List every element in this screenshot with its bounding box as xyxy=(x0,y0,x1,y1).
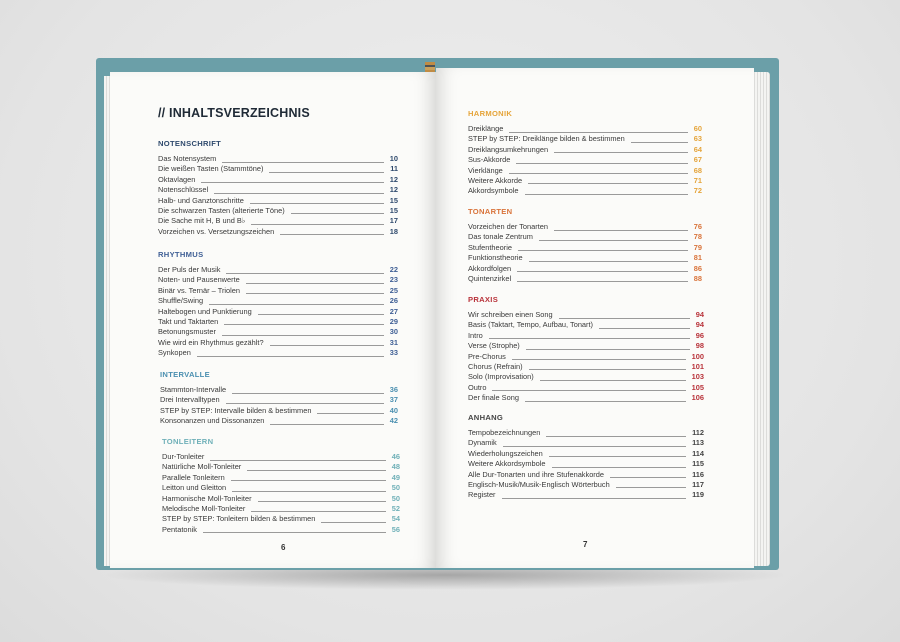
entry-title: Melodische Moll-Tonleiter xyxy=(162,503,246,513)
toc-entry xyxy=(160,406,398,416)
leader-line xyxy=(599,328,690,329)
toc-entry xyxy=(158,185,398,195)
leader-line xyxy=(540,380,686,381)
toc-entry xyxy=(468,372,704,382)
leader-line xyxy=(209,304,384,305)
leader-line xyxy=(214,193,384,194)
entry-title: Drei Intervalltypen xyxy=(160,395,220,405)
entry-title: Takt und Taktarten xyxy=(158,316,219,326)
leader-line xyxy=(509,173,688,174)
entry-title: Weitere Akkorde xyxy=(468,175,523,185)
entry-page-number: 88 xyxy=(693,273,702,283)
leader-line xyxy=(512,359,686,360)
entry-page-number: 12 xyxy=(389,174,398,184)
leader-line xyxy=(247,470,386,471)
entry-title: Dreiklänge xyxy=(468,124,504,133)
entry-title: Verse (Strophe) xyxy=(468,341,520,351)
entry-page-number: 94 xyxy=(695,310,704,319)
toc-entry xyxy=(162,525,400,535)
entry-page-number: 71 xyxy=(693,175,702,185)
entry-title: Alle Dur-Tonarten und ihre Stufenakkorde xyxy=(468,469,604,479)
leader-line xyxy=(610,477,686,478)
entry-page-number: 105 xyxy=(691,382,704,392)
leader-line xyxy=(210,460,386,461)
entry-title: Das tonale Zentrum xyxy=(468,232,533,242)
entry-page-number: 79 xyxy=(693,242,702,252)
leader-line xyxy=(616,487,686,488)
leader-line xyxy=(203,532,386,533)
entry-page-number: 10 xyxy=(389,154,398,163)
entry-page-number: 22 xyxy=(389,265,398,274)
entry-page-number: 78 xyxy=(693,232,702,242)
entry-title: Stammton-Intervalle xyxy=(160,385,227,394)
section-heading: HARMONIK xyxy=(468,109,513,118)
leader-line xyxy=(518,250,688,251)
leader-line xyxy=(549,456,686,457)
entry-title: Quintenzirkel xyxy=(468,273,512,283)
entry-page-number: 94 xyxy=(695,320,704,330)
entry-title: Die Sache mit H, B und B♭ xyxy=(158,216,246,226)
toc-entry xyxy=(468,459,704,469)
entry-page-number: 67 xyxy=(693,155,702,165)
entry-page-number: 50 xyxy=(391,483,400,493)
entry-page-number: 64 xyxy=(693,144,702,154)
entry-title: Stufentheorie xyxy=(468,242,512,252)
entry-title: Wir schreiben einen Song xyxy=(468,310,553,319)
entry-title: Der Puls der Musik xyxy=(158,265,221,274)
entry-title: Englisch-Musik/Musik-Englisch Wörterbuch xyxy=(468,479,610,489)
toc-entry xyxy=(162,514,400,524)
entry-title: Haltebogen und Punktierung xyxy=(158,306,252,316)
section-heading: ANHANG xyxy=(468,413,504,422)
leader-line xyxy=(525,194,688,195)
toc-entry xyxy=(158,307,398,317)
leader-line xyxy=(631,142,688,143)
section-heading: TONARTEN xyxy=(468,207,513,216)
toc-section-tonleitern xyxy=(162,437,400,535)
leader-line xyxy=(270,345,384,346)
leader-line xyxy=(231,480,386,481)
toc-entry xyxy=(162,504,400,514)
entry-page-number: 60 xyxy=(693,124,702,133)
entry-title: Harmonische Moll-Tonleiter xyxy=(162,493,252,503)
entry-title: Oktavlagen xyxy=(158,174,196,184)
toc-entry xyxy=(468,232,702,242)
entry-title: Funktionstheorie xyxy=(468,253,523,263)
leader-line xyxy=(321,522,386,523)
entry-page-number: 17 xyxy=(389,216,398,226)
entry-page-number: 117 xyxy=(692,479,704,489)
entry-page-number: 49 xyxy=(391,472,400,482)
toc-entry xyxy=(468,428,704,438)
toc-entry xyxy=(158,216,398,226)
toc-entry xyxy=(468,320,704,330)
section-heading: INTERVALLE xyxy=(160,370,210,379)
toc-entry xyxy=(468,438,704,448)
leader-line xyxy=(552,467,686,468)
entry-title: Register xyxy=(468,490,496,500)
page-title: // INHALTSVERZEICHNIS xyxy=(158,106,310,120)
entry-title: Pre-Chorus xyxy=(468,351,506,361)
leader-line xyxy=(517,281,688,282)
entry-title: Die schwarzen Tasten (alterierte Töne) xyxy=(158,205,285,215)
toc-entry xyxy=(468,449,704,459)
leader-line xyxy=(291,213,384,214)
entry-title: Solo (Improvisation) xyxy=(468,372,534,382)
leader-line xyxy=(197,356,384,357)
leader-line xyxy=(258,501,386,502)
entry-title: Outro xyxy=(468,382,487,392)
leader-line xyxy=(516,163,688,164)
entry-title: STEP by STEP: Tonleitern bilden & bestimmen xyxy=(162,514,316,524)
entry-title: Halb- und Ganztonschritte xyxy=(158,195,244,205)
entry-page-number: 76 xyxy=(693,222,702,231)
entry-title: Wiederholungszeichen xyxy=(468,448,543,458)
entry-page-number: 98 xyxy=(695,341,704,351)
toc-entry xyxy=(468,331,704,341)
entry-page-number: 54 xyxy=(391,514,400,524)
toc-entry xyxy=(160,395,398,405)
entry-page-number: 119 xyxy=(692,490,704,500)
leader-line xyxy=(269,172,384,173)
toc-entry xyxy=(158,154,398,164)
toc-entry xyxy=(468,480,704,490)
leader-line xyxy=(232,393,384,394)
section-heading: PRAXIS xyxy=(468,295,499,304)
entry-title: Akkordfolgen xyxy=(468,263,512,273)
toc-entry xyxy=(158,286,398,296)
leader-line xyxy=(528,183,688,184)
section-heading: TONLEITERN xyxy=(162,437,214,446)
toc-entry xyxy=(158,196,398,206)
toc-entry xyxy=(468,134,702,144)
entry-title: Das Notensystem xyxy=(158,154,217,163)
leader-line xyxy=(222,335,384,336)
entry-page-number: 103 xyxy=(691,372,704,382)
leader-line xyxy=(201,182,384,183)
toc-entry xyxy=(468,341,704,351)
toc-entry xyxy=(468,222,702,232)
leader-line xyxy=(246,283,384,284)
leader-line xyxy=(222,162,384,163)
entry-title: Pentatonik xyxy=(162,524,197,534)
entry-title: Dur-Tonleiter xyxy=(162,452,205,461)
entry-page-number: 46 xyxy=(391,452,400,461)
entry-page-number: 23 xyxy=(389,275,398,285)
entry-page-number: 101 xyxy=(691,361,704,371)
leader-line xyxy=(559,318,690,319)
right-page-edges xyxy=(752,72,770,566)
leader-line xyxy=(539,240,688,241)
entry-page-number: 48 xyxy=(391,462,400,472)
toc-entry xyxy=(468,362,704,372)
toc-section-intervalle xyxy=(160,370,398,427)
leader-line xyxy=(317,413,384,414)
entry-page-number: 29 xyxy=(389,316,398,326)
entry-page-number: 37 xyxy=(389,395,398,405)
entry-title: Dynamik xyxy=(468,438,497,448)
entry-page-number: 33 xyxy=(389,348,398,358)
entry-title: Natürliche Moll-Tonleiter xyxy=(162,462,242,472)
leader-line xyxy=(554,152,688,153)
toc-entry xyxy=(158,348,398,358)
entry-title: Notenschlüssel xyxy=(158,185,209,195)
entry-title: STEP by STEP: Intervalle bilden & bestimmen xyxy=(160,405,312,415)
toc-entry xyxy=(158,227,398,237)
entry-page-number: 30 xyxy=(389,327,398,337)
toc-entry xyxy=(468,155,702,165)
entry-title: Der finale Song xyxy=(468,393,519,403)
entry-page-number: 36 xyxy=(389,385,398,394)
toc-entry xyxy=(160,416,398,426)
toc-section-praxis xyxy=(468,295,704,404)
leader-line xyxy=(492,390,686,391)
entry-title: Noten- und Pausenwerte xyxy=(158,275,240,285)
toc-entry xyxy=(468,166,702,176)
leader-line xyxy=(270,424,384,425)
entry-page-number: 96 xyxy=(695,330,704,340)
toc-entry xyxy=(468,186,702,196)
toc-section-rhythmus xyxy=(158,250,398,359)
toc-entry xyxy=(158,265,398,275)
entry-title: Binär vs. Ternär – Triolen xyxy=(158,285,241,295)
entry-title: Dreiklangsumkehrungen xyxy=(468,144,549,154)
entry-page-number: 81 xyxy=(693,253,702,263)
entry-title: Vorzeichen vs. Versetzungszeichen xyxy=(158,226,275,236)
leader-line xyxy=(526,349,690,350)
leader-line xyxy=(250,203,384,204)
entry-title: Parallele Tonleitern xyxy=(162,472,225,482)
entry-page-number: 106 xyxy=(691,393,704,403)
entry-page-number: 63 xyxy=(693,134,702,144)
entry-page-number: 27 xyxy=(389,306,398,316)
toc-entry xyxy=(468,470,704,480)
section-heading: NOTENSCHRIFT xyxy=(158,139,222,148)
toc-entry xyxy=(162,452,400,462)
right-page-number: 7 xyxy=(583,540,588,549)
entry-title: Intro xyxy=(468,330,483,340)
entry-title: Die weißen Tasten (Stammtöne) xyxy=(158,164,264,174)
leader-line xyxy=(226,403,384,404)
leader-line xyxy=(509,132,688,133)
entry-page-number: 12 xyxy=(389,185,398,195)
toc-entry xyxy=(162,483,400,493)
toc-entry xyxy=(158,175,398,185)
entry-title: Weitere Akkordsymbole xyxy=(468,459,546,469)
section-heading: RHYTHMUS xyxy=(158,250,204,259)
entry-page-number: 116 xyxy=(692,469,704,479)
entry-title: Chorus (Refrain) xyxy=(468,361,523,371)
leader-line xyxy=(258,314,384,315)
entry-title: Wie wird ein Rhythmus gezählt? xyxy=(158,337,264,347)
toc-entry xyxy=(468,253,702,263)
toc-entry xyxy=(468,243,702,253)
entry-title: Konsonanzen und Dissonanzen xyxy=(160,416,265,426)
leader-line xyxy=(525,401,686,402)
entry-title: Sus-Akkorde xyxy=(468,155,511,165)
toc-entry xyxy=(162,494,400,504)
leader-line xyxy=(517,271,688,272)
leader-line xyxy=(529,261,688,262)
toc-section-tonarten xyxy=(468,207,702,284)
toc-entry xyxy=(158,164,398,174)
entry-page-number: 11 xyxy=(390,164,398,174)
entry-page-number: 15 xyxy=(389,195,398,205)
toc-entry xyxy=(468,383,704,393)
leader-line xyxy=(502,498,686,499)
leader-line xyxy=(226,273,384,274)
entry-title: Akkordsymbole xyxy=(468,186,519,196)
entry-page-number: 15 xyxy=(389,205,398,215)
toc-entry xyxy=(468,393,704,403)
entry-title: STEP by STEP: Dreiklänge bilden & bestimmen xyxy=(468,134,625,144)
entry-page-number: 115 xyxy=(692,459,704,469)
entry-title: Vierklänge xyxy=(468,165,503,175)
entry-page-number: 72 xyxy=(693,186,702,196)
leader-line xyxy=(529,369,686,370)
leader-line xyxy=(251,511,386,512)
toc-entry xyxy=(468,310,704,320)
leader-line xyxy=(503,446,686,447)
entry-page-number: 68 xyxy=(693,165,702,175)
toc-section-notenschrift xyxy=(158,139,398,237)
leader-line xyxy=(224,324,384,325)
toc-entry xyxy=(158,317,398,327)
toc-entry xyxy=(162,473,400,483)
toc-section-anhang xyxy=(468,413,704,501)
toc-entry xyxy=(468,490,704,500)
toc-entry xyxy=(158,296,398,306)
entry-title: Leitton und Gleitton xyxy=(162,483,227,493)
toc-entry xyxy=(468,176,702,186)
entry-page-number: 52 xyxy=(391,503,400,513)
entry-title: Basis (Taktart, Tempo, Aufbau, Tonart) xyxy=(468,320,594,330)
entry-page-number: 56 xyxy=(391,524,400,534)
toc-entry xyxy=(468,274,702,284)
leader-line xyxy=(489,338,690,339)
toc-entry xyxy=(160,385,398,395)
entry-title: Betonungsmuster xyxy=(158,327,216,337)
toc-entry xyxy=(162,462,400,472)
toc-entry xyxy=(158,327,398,337)
entry-page-number: 25 xyxy=(389,285,398,295)
entry-page-number: 40 xyxy=(389,405,398,415)
entry-title: Synkopen xyxy=(158,348,191,358)
entry-title: Tempobezeichnungen xyxy=(468,428,541,437)
entry-page-number: 26 xyxy=(389,296,398,306)
entry-page-number: 86 xyxy=(693,263,702,273)
entry-page-number: 112 xyxy=(692,428,704,437)
toc-entry xyxy=(468,124,702,134)
toc-entry xyxy=(468,145,702,155)
toc-entry xyxy=(468,264,702,274)
entry-title: Vorzeichen der Tonarten xyxy=(468,222,548,231)
left-page-number: 6 xyxy=(281,543,286,552)
entry-page-number: 18 xyxy=(389,226,398,236)
leader-line xyxy=(246,293,384,294)
toc-entry xyxy=(468,352,704,362)
entry-title: Shuffle/Swing xyxy=(158,296,204,306)
toc-entry xyxy=(158,338,398,348)
leader-line xyxy=(280,234,384,235)
leader-line xyxy=(554,230,688,231)
entry-page-number: 42 xyxy=(389,416,398,426)
entry-page-number: 113 xyxy=(692,438,704,448)
leader-line xyxy=(251,224,384,225)
leader-line xyxy=(232,491,386,492)
leader-line xyxy=(546,436,686,437)
toc-entry xyxy=(158,206,398,216)
entry-page-number: 50 xyxy=(391,493,400,503)
entry-page-number: 114 xyxy=(692,448,704,458)
toc-section-harmonik xyxy=(468,109,702,197)
entry-page-number: 31 xyxy=(389,337,398,347)
entry-page-number: 100 xyxy=(691,351,704,361)
toc-entry xyxy=(158,275,398,285)
